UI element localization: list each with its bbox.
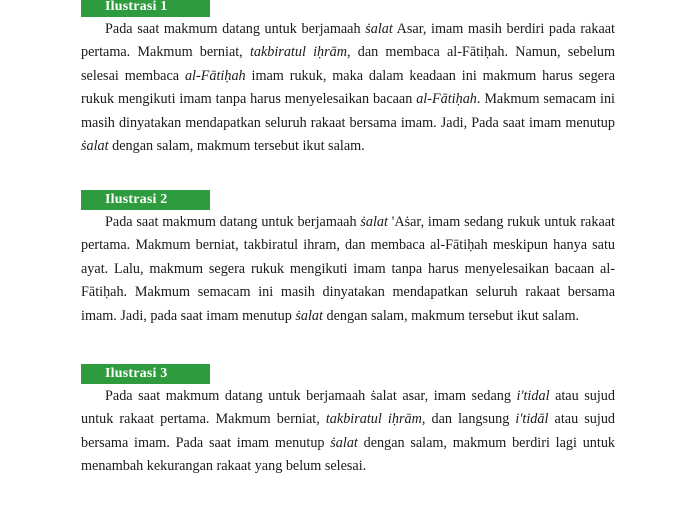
illustration-paragraph xyxy=(81,385,615,479)
text-run: 'Aṡar, imam sedang rukuk untuk rakaat pertama. Makmum berniat, takbiratul ihram, dan membaca al-Fātiḥah meskipun hanya satu ayat. Lalu, makmum segera rukuk mengikuti imam tanpa harus menyelesaikan bacaan al-Fātiḥah. Makmum semacam ini masih dinyatakan mendapatkan seluruh rakaat bersama imam. Jadi, pada saat imam menutup xyxy=(81,214,615,324)
illustration-paragraph xyxy=(81,18,615,158)
italic-term: ṡalat xyxy=(360,214,388,230)
italic-term: ṡalat xyxy=(81,138,109,155)
illustration-2 xyxy=(81,190,615,328)
italic-term: ṡalat xyxy=(295,307,323,324)
illustration-label: Ilustrasi 2 xyxy=(81,190,210,210)
text-run: imam rukuk, maka dalam keadaan ini makmum harus segera rukuk mengikuti imam tanpa harus menyelesaikan bacaan xyxy=(81,67,615,108)
text-run: Pada saat makmum datang untuk berjamaah xyxy=(105,21,366,37)
text-run: dengan salam, makmum tersebut ikut salam. xyxy=(108,138,365,155)
italic-term: takbiratul iḥrām, xyxy=(249,44,351,61)
text-run: dengan salam, makmum tersebut ikut salam. xyxy=(322,307,580,324)
italic-term: ṡalat xyxy=(365,21,393,37)
illustration-label: Ilustrasi 1 xyxy=(81,0,210,17)
illustration-label: Ilustrasi 3 xyxy=(81,364,210,384)
italic-term: ṡalat xyxy=(330,434,358,451)
text-run: atau sujud untuk rakaat pertama. Makmum berniat, xyxy=(81,388,615,428)
italic-term: al-Fātiḥah xyxy=(416,91,477,108)
text-run: atau sujud bersama imam. Pada saat imam menutup xyxy=(81,411,616,451)
text-run: dengan salam, makmum berdiri lagi untuk menambah kekurangan rakaat yang belum selesai. xyxy=(81,434,616,475)
italic-term: i'tidal xyxy=(516,388,550,404)
illustration-3 xyxy=(81,364,615,479)
text-run: Asar, imam masih berdiri pada rakaat pertama. Makmum berniat, xyxy=(81,21,615,61)
italic-term: takbiratul iḥrām xyxy=(325,411,422,428)
italic-term: i'tidāl xyxy=(515,411,549,428)
illustration-paragraph xyxy=(81,211,615,328)
text-run: dan membaca al-Fātiḥah. Namun, sebelum selesai membaca xyxy=(81,44,616,84)
italic-term: al-Fātiḥah xyxy=(184,67,246,84)
illustration-1 xyxy=(81,0,615,158)
text-run: . Makmum semacam ini masih dinyatakan mendapatkan seluruh rakaat bersama imam. Jadi, Pada saat imam menutup xyxy=(81,91,615,131)
text-run: Pada saat makmum datang untuk berjamaah ṡalat asar, imam sedang xyxy=(105,388,517,404)
text-run: , dan langsung xyxy=(421,411,516,428)
text-run: Pada saat makmum datang untuk berjamaah xyxy=(105,214,361,230)
